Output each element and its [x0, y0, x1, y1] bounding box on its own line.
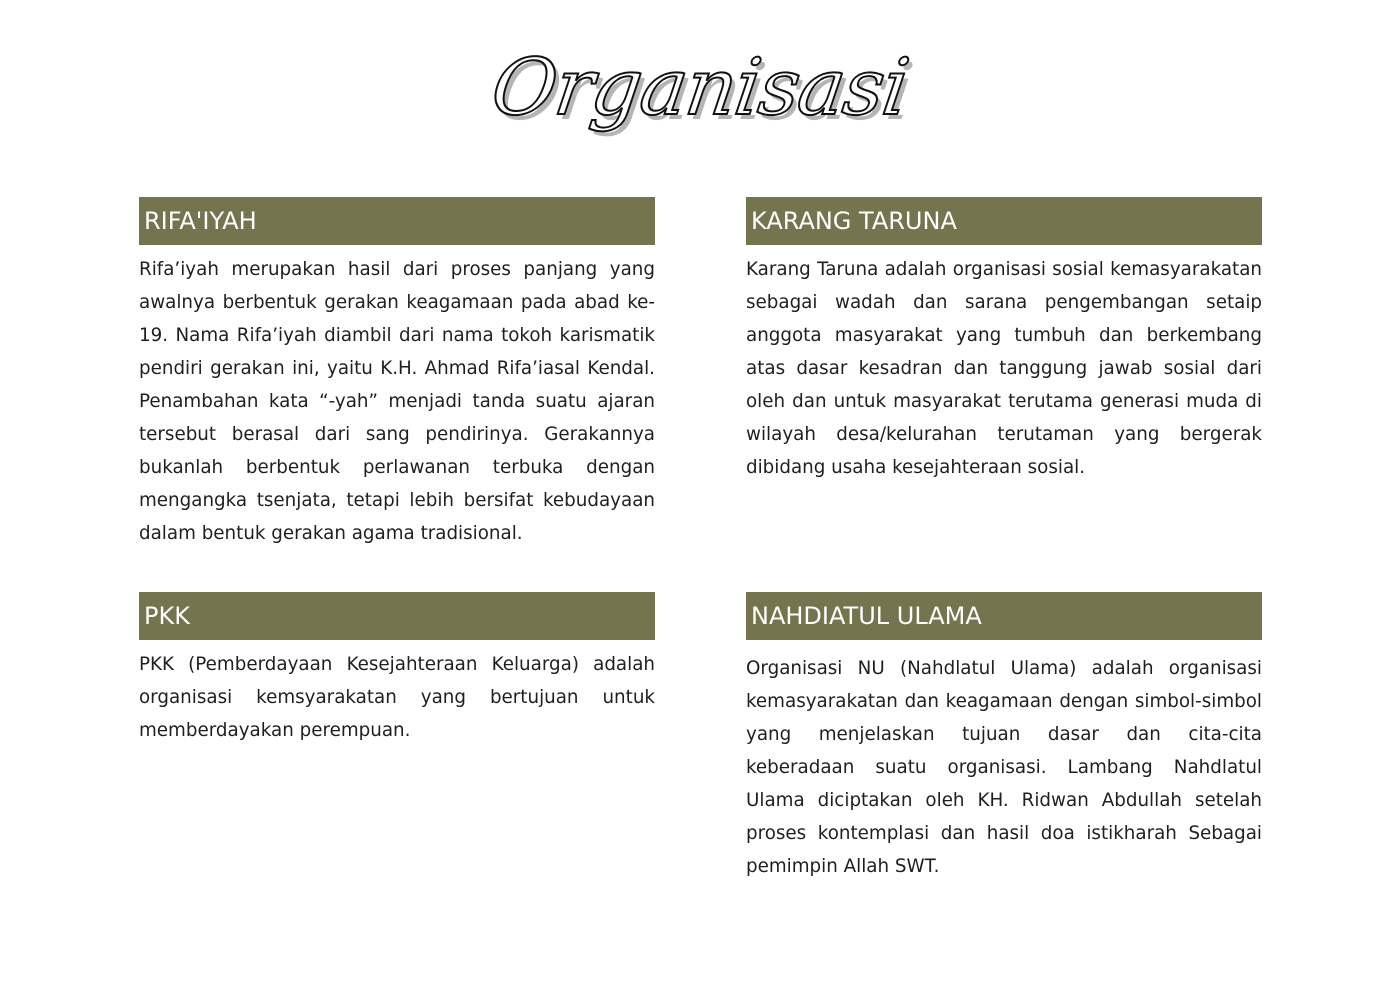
section-pkk — [139, 592, 655, 747]
section-text-nahdiatul-ulama: Organisasi NU (Nahdlatul Ulama) adalah organisasi kemasyarakatan dan keagamaan dengan simbol-simbol yang menjelaskan tujuan dasar dan cita-cita keberadaan suatu organisasi. Lambang Nahdlatul Ulama diciptakan oleh KH. Ridwan Abdullah setelah proses kontemplasi dan hasil doa istikharah Sebagai pemimpin Allah SWT. — [746, 658, 1262, 877]
section-karang-taruna — [746, 197, 1262, 484]
section-heading-rifaiyah: RIFA'IYAH — [139, 197, 655, 245]
section-heading-nahdiatul-ulama: NAHDIATUL ULAMA — [746, 592, 1262, 640]
section-rifaiyah — [139, 197, 655, 550]
section-heading-karang-taruna: KARANG TARUNA — [746, 197, 1262, 245]
section-text-pkk: PKK (Pemberdayaan Kesejahteraan Keluarga) adalah organisasi kemsyarakatan yang bertujuan untuk memberdayakan perempuan. — [139, 654, 655, 741]
section-heading-pkk: PKK — [139, 592, 655, 640]
section-nahdiatul-ulama — [746, 592, 1262, 883]
section-text-karang-taruna: Karang Taruna adalah organisasi sosial kemasyarakatan sebagai wadah dan sarana pengembangan setaip anggota masyarakat yang tumbuh dan berkembang atas dasar kesadran dan tanggung jawab sosial dari oleh dan untuk masyarakat terutama generasi muda di wilayah desa/kelurahan terutaman yang bergerak dibidang usaha kesejahteraan sosial. — [746, 259, 1262, 478]
section-text-rifaiyah: Rifa’iyah merupakan hasil dari proses panjang yang awalnya berbentuk gerakan keagamaan pada abad ke-19. Nama Rifa’iyah diambil dari nama tokoh karismatik pendiri gerakan ini, yaitu K.H. Ahmad Rifa’iasal Kendal. Penambahan kata “-yah” menjadi tanda suatu ajaran tersebut berasal dari sang pendirinya. Gerakannya bukanlah berbentuk perlawanan terbuka dengan mengangka tsenjata, tetapi lebih bersifat kebudayaan dalam bentuk gerakan agama tradisional. — [139, 259, 655, 544]
page-title: Organisasi — [486, 43, 914, 133]
